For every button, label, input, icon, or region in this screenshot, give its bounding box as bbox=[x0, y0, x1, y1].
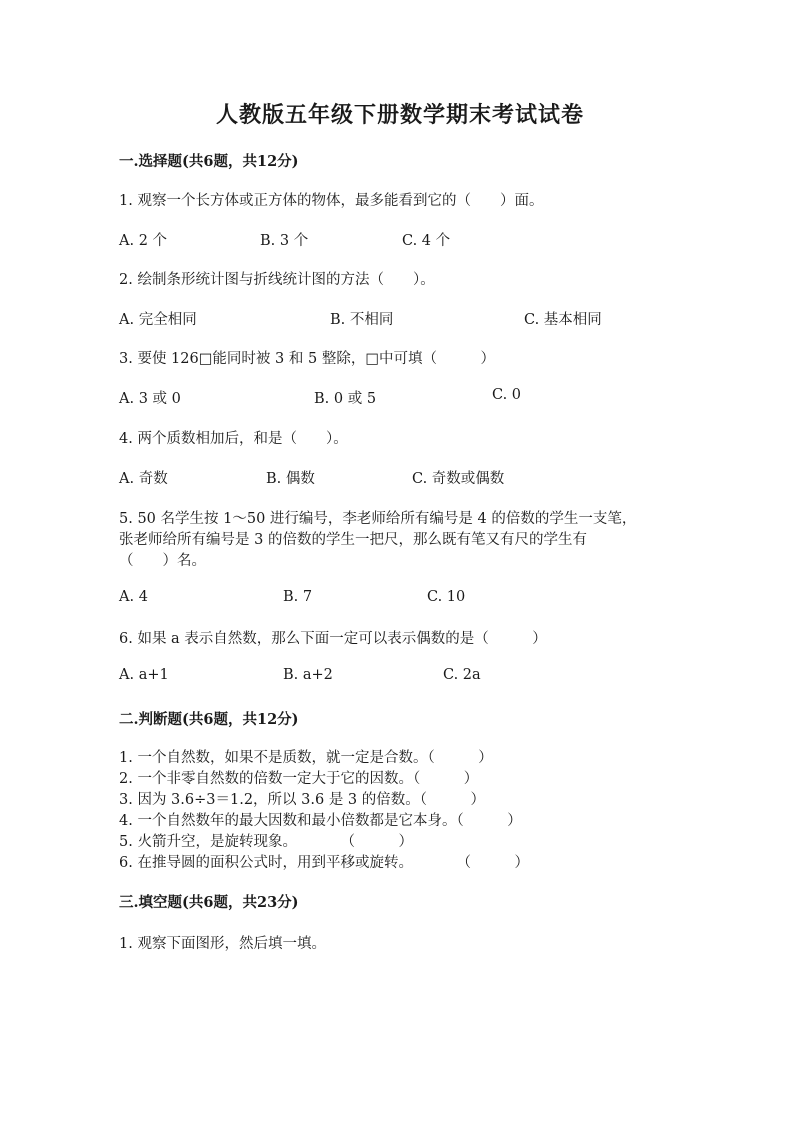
option-c: C. 2a bbox=[443, 667, 481, 683]
page-title: 人教版五年级下册数学期末考试试卷 bbox=[215, 102, 584, 128]
question-stem: 4. 两个质数相加后，和是（ ）。 bbox=[119, 431, 348, 447]
true-false-item: 5. 火箭升空，是旋转现象。 （ ） bbox=[119, 834, 413, 850]
option-a: A. 奇数 bbox=[119, 471, 168, 487]
option-b: B. 不相同 bbox=[330, 312, 394, 328]
true-false-item: 1. 一个自然数，如果不是质数，就一定是合数。（ ） bbox=[119, 750, 493, 766]
section-heading-multiple-choice: 一.选择题(共6题，共12分) bbox=[119, 153, 299, 170]
section-heading-fill-blank: 三.填空题(共6题，共23分) bbox=[119, 894, 299, 911]
option-c: C. 基本相同 bbox=[524, 312, 602, 328]
option-b: B. 0 或 5 bbox=[314, 391, 377, 407]
question-stem: 1. 观察下面图形，然后填一填。 bbox=[119, 936, 326, 952]
question-stem: 2. 绘制条形统计图与折线统计图的方法（ ）。 bbox=[119, 272, 435, 288]
question-stem-line: 5. 50 名学生按 1～50 进行编号，李老师给所有编号是 4 的倍数的学生一支笔， bbox=[119, 511, 637, 527]
question-stem-line: 张老师给所有编号是 3 的倍数的学生一把尺，那么既有笔又有尺的学生有 bbox=[119, 532, 587, 548]
option-b: B. 3 个 bbox=[260, 233, 309, 249]
option-a: A. 完全相同 bbox=[119, 312, 197, 328]
option-a: A. 3 或 0 bbox=[119, 391, 181, 407]
true-false-item: 2. 一个非零自然数的倍数一定大于它的因数。（ ） bbox=[119, 771, 479, 787]
question-stem: 1. 观察一个长方体或正方体的物体，最多能看到它的（ ）面。 bbox=[119, 193, 544, 209]
option-a: A. 4 bbox=[119, 589, 148, 605]
option-c: C. 10 bbox=[427, 589, 466, 605]
question-stem-line: （ ）名。 bbox=[119, 553, 206, 569]
option-b: B. a+2 bbox=[283, 667, 333, 683]
true-false-item: 3. 因为 3.6÷3＝1.2，所以 3.6 是 3 的倍数。（ ） bbox=[119, 792, 486, 808]
option-a: A. a+1 bbox=[119, 667, 169, 683]
question-stem: 3. 要使 126□能同时被 3 和 5 整除，□中可填（ ） bbox=[119, 351, 496, 367]
section-heading-true-false: 二.判断题(共6题，共12分) bbox=[119, 711, 299, 728]
option-a: A. 2 个 bbox=[119, 233, 168, 249]
option-c: C. 奇数或偶数 bbox=[412, 471, 505, 487]
option-b: B. 偶数 bbox=[266, 471, 315, 487]
question-stem: 6. 如果 a 表示自然数，那么下面一定可以表示偶数的是（ ） bbox=[119, 631, 547, 647]
option-c: C. 4 个 bbox=[402, 233, 451, 249]
option-b: B. 7 bbox=[283, 589, 313, 605]
true-false-item: 6. 在推导圆的面积公式时，用到平移或旋转。 （ ） bbox=[119, 855, 529, 871]
option-c: C. 0 bbox=[492, 387, 522, 403]
true-false-item: 4. 一个自然数年的最大因数和最小倍数都是它本身。（ ） bbox=[119, 813, 522, 829]
